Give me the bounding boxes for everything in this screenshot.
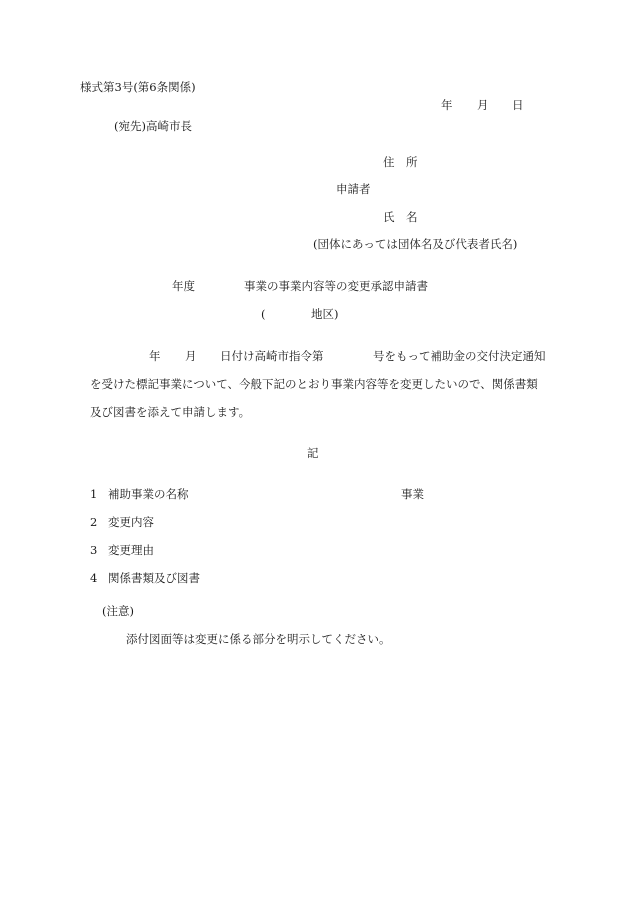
applicant-label: 申請者 [336,182,371,196]
item-label: 変更理由 [108,543,154,557]
name-label: 氏 名 [383,210,418,224]
note-heading: (注意) [102,604,134,618]
body-line1-tail: 号をもって補助金の交付決定通知 [373,349,546,363]
item-number: 3 [90,543,98,557]
address-label: 住 所 [383,155,418,169]
item-suffix: 事業 [401,487,424,501]
form-number: 様式第3号(第6条関係) [80,80,196,94]
item-number: 1 [90,487,98,501]
name-note: (団体にあっては団体名及び代表者氏名) [313,237,518,251]
body-line2: を受けた標記事業について、今般下記のとおり事業内容等を変更したいので、関係書類 [90,377,538,391]
addressee: (宛先)高崎市長 [114,119,192,133]
title-fiscal-year: 年度 [172,279,195,293]
body-year-label: 年 [149,349,161,363]
body-line1-text: 日付け高崎市指令第 [220,349,324,363]
item-number: 2 [90,515,98,529]
district-open-paren: ( [261,307,266,321]
ki-heading: 記 [307,446,319,460]
item-number: 4 [90,571,98,585]
item-label: 補助事業の名称 [108,487,189,501]
document-title: 事業の事業内容等の変更承認申請書 [244,279,428,293]
date-day-label: 日 [512,98,524,112]
date-month-label: 月 [477,98,489,112]
note-text: 添付図面等は変更に係る部分を明示してください。 [126,632,391,646]
body-month-label: 月 [185,349,197,363]
body-line3: 及び図書を添えて申請します。 [90,405,251,419]
item-label: 変更内容 [108,515,154,529]
district-label: 地区) [311,307,339,321]
item-label: 関係書類及び図書 [108,571,200,585]
date-year-label: 年 [441,98,453,112]
